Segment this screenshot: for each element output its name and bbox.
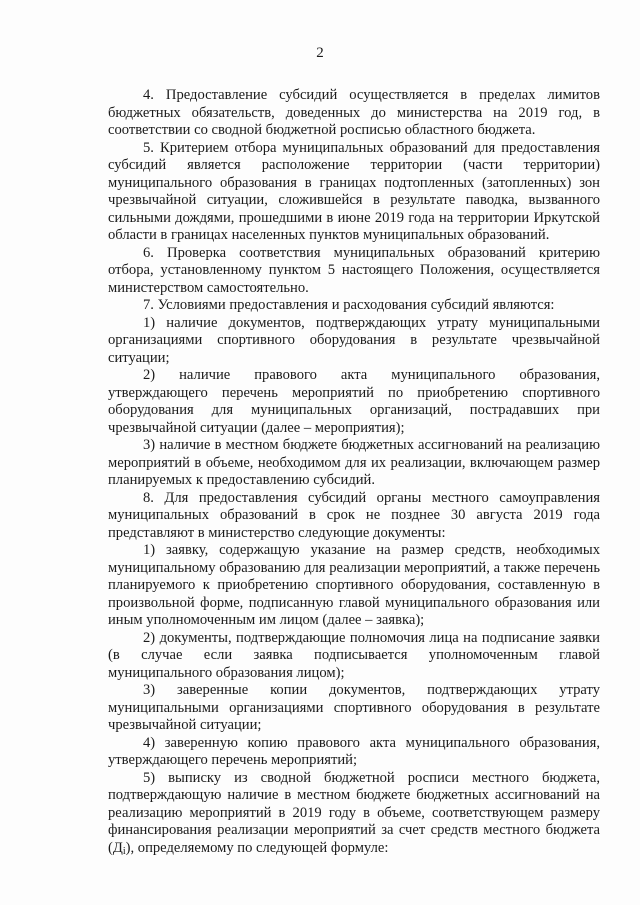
- subscript-index: i: [122, 845, 126, 857]
- paragraph-8-item-3: 3) заверенные копии документов, подтверждающих утрату муниципальными организациями спортивного оборудования в результате чрезвычайной ситуации;: [108, 682, 600, 733]
- paragraph-7: 7. Условиями предоставления и расходования субсидий являются:: [143, 297, 555, 313]
- paragraph-8-item-5-tail: ), определяемому по следующей формуле:: [125, 839, 389, 856]
- paragraph-8-item-5-text: 5) выписку из сводной бюджетной росписи местного бюджета, подтверждающую наличие в местном бюджете бюджетных ассигнований на реализацию мероприятий в 2019 году в объеме, соответствующем размеру финансирования реализации мероприятий за счет средств местного бюджета (Д: [108, 769, 600, 856]
- paragraph-8-item-2: 2) документы, подтверждающие полномочия лица на подписание заявки (в случае если заявка подписывается уполномоченным главой муниципального образования лицом);: [108, 629, 600, 681]
- document-body: [108, 87, 600, 860]
- paragraph-6: 6. Проверка соответствия муниципальных образований критерию отбора, установленному пунктом 5 настоящего Положения, осуществляется министерством самостоятельно.: [108, 244, 600, 296]
- paragraph-7-item-2: 2) наличие правового акта муниципального образования, утверждающего перечень мероприятий по приобретению спортивного оборудования для муниципальных организаций, пострадавших при чрезвычайной ситуации (далее – мероприятия);: [108, 367, 600, 436]
- paragraph-8: 8. Для предоставления субсидий органы местного самоуправления муниципальных образований в срок не позднее 30 августа 2019 года представляют в министерство следующие документы:: [108, 489, 600, 541]
- paragraph-7-item-3: 3) наличие в местном бюджете бюджетных ассигнований на реализацию мероприятий в объеме, необходимом для их реализации, включающем размер планируемых к предоставлению субсидий.: [108, 437, 600, 488]
- paragraph-8-item-4: 4) заверенную копию правового акта муниципального образования, утверждающего перечень мероприятий;: [108, 734, 600, 768]
- paragraph-5: 5. Критерием отбора муниципальных образований для предоставления субсидий является расположение территории (части территории) муниципального образования в границах подтопленных (затопленных) зон чрезвычайной ситуации, сложившейся в результате паводка, вызванного сильными дождями, прошедшими в июне 2019 года на территории Иркутской области в границах населенных пунктов муниципальных образований.: [108, 139, 600, 243]
- paragraph-8-item-5: [108, 770, 600, 861]
- paragraph-4: 4. Предоставление субсидий осуществляется в пределах лимитов бюджетных обязательств, доведенных до министерства на 2019 год, в соответствии со сводной бюджетной росписью областного бюджета.: [108, 87, 600, 138]
- page-number: 2: [316, 45, 324, 61]
- paragraph-8-item-1: 1) заявку, содержащую указание на размер средств, необходимых муниципальному образованию для реализации мероприятий, а также перечень планируемого к приобретению спортивного оборудования, составленную в произвольной форме, подписанную главой муниципального образования или иным уполномоченным им лицом (далее – заявка);: [108, 542, 600, 628]
- paragraph-7-item-1: 1) наличие документов, подтверждающих утрату муниципальными организациями спортивного оборудования в результате чрезвычайной ситуации;: [108, 314, 600, 366]
